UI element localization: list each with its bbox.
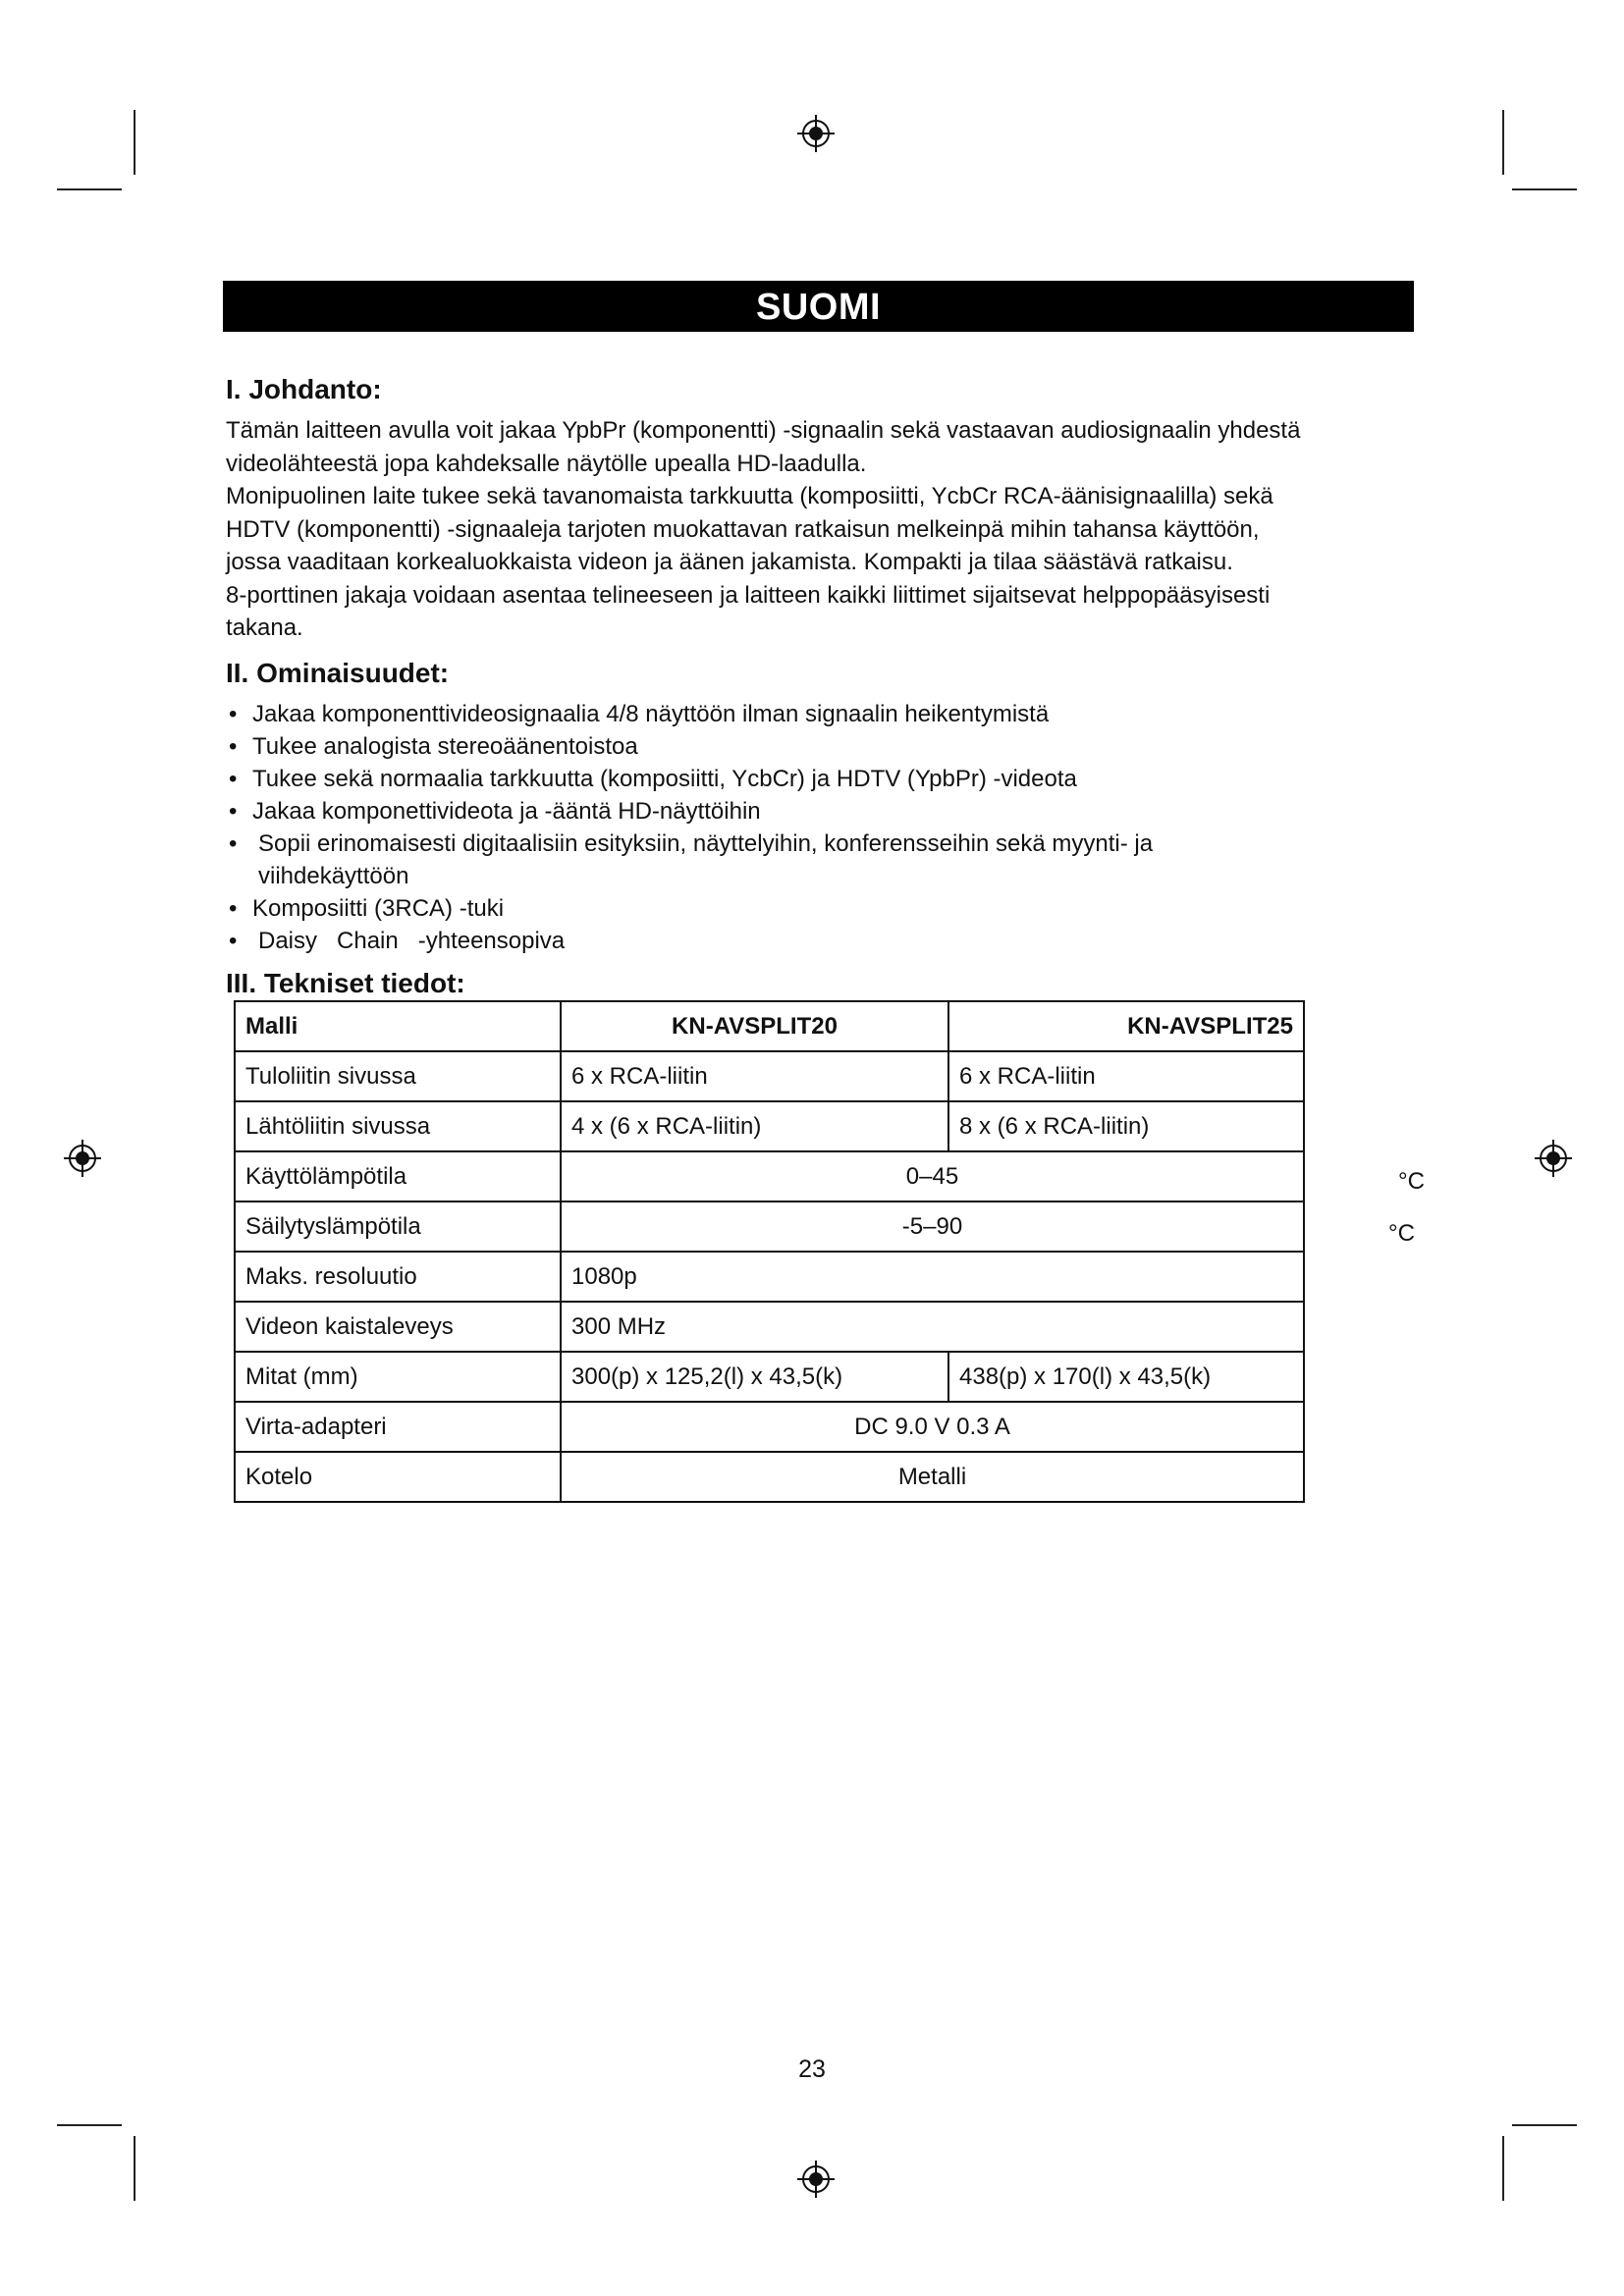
header-model-1: KN-AVSPLIT20 <box>561 1001 948 1051</box>
specs-heading: III. Tekniset tiedot: <box>226 967 465 998</box>
row-label: Maks. resoluutio <box>235 1252 561 1302</box>
row-label: Käyttölämpötila <box>235 1151 561 1201</box>
temperature-unit: °C <box>1398 1168 1425 1195</box>
crop-mark <box>1512 2124 1577 2126</box>
page-content <box>226 373 1424 1008</box>
row-label: Tuloliitin sivussa <box>235 1051 561 1101</box>
crop-mark <box>134 2136 135 2201</box>
crop-mark <box>1512 188 1577 190</box>
row-value: 300 MHz <box>561 1302 1304 1352</box>
crop-mark <box>134 110 135 175</box>
intro-line: Monipuolinen laite tukee sekä tavanomaista tarkkuutta (komposiitti, YcbCr RCA-äänisignaalilla) sekä <box>226 483 1273 509</box>
crop-mark <box>57 188 122 190</box>
intro-line: 8-porttinen jakaja voidaan asentaa telineeseen ja laitteen kaikki liittimet sijaitsevat helppopääsyisesti <box>226 581 1271 609</box>
features-list <box>226 698 1424 957</box>
crop-mark <box>1502 110 1504 175</box>
spec-table <box>234 1000 1305 1503</box>
row-label: Lähtöliitin sivussa <box>235 1101 561 1151</box>
table-row <box>235 1151 1304 1201</box>
row-value-1: 300(p) x 125,2(l) x 43,5(k) <box>561 1352 948 1402</box>
row-value: -5–90 <box>561 1201 1304 1252</box>
page-number: 23 <box>798 2056 826 2083</box>
language-banner: SUOMI <box>223 281 1414 332</box>
list-item: • Jakaa komponenttivideosignaalia 4/8 näyttöön ilman signaalin heikentymistä <box>226 698 1424 730</box>
row-label: Säilytyslämpötila <box>235 1201 561 1252</box>
header-model-2: KN-AVSPLIT25 <box>948 1001 1304 1051</box>
crop-mark <box>1502 2136 1504 2201</box>
table-row <box>235 1302 1304 1352</box>
header-label: Malli <box>235 1001 561 1051</box>
registration-mark-icon <box>63 1139 102 1178</box>
row-value-2: 438(p) x 170(l) x 43,5(k) <box>948 1352 1304 1402</box>
intro-line: takana. <box>226 614 303 641</box>
table-header-row <box>235 1001 1304 1051</box>
row-value: DC 9.0 V 0.3 A <box>561 1402 1304 1452</box>
table-row <box>235 1101 1304 1151</box>
row-value-1: 4 x (6 x RCA-liitin) <box>561 1101 948 1151</box>
row-label: Mitat (mm) <box>235 1352 561 1402</box>
row-value: 0–45 <box>561 1151 1304 1201</box>
row-value-1: 6 x RCA-liitin <box>561 1051 948 1101</box>
list-item: • Tukee analogista stereoäänentoistoa <box>226 730 1424 763</box>
row-value: 1080p <box>561 1252 1304 1302</box>
table-row <box>235 1402 1304 1452</box>
intro-line: jossa vaaditaan korkealuokkaista videon ja äänen jakamista. Kompakti ja tilaa säästävä ratkaisu. <box>226 549 1233 575</box>
list-item: • Daisy Chain -yhteensopiva <box>226 925 1424 957</box>
row-value-2: 8 x (6 x RCA-liitin) <box>948 1101 1304 1151</box>
row-value-2: 6 x RCA-liitin <box>948 1051 1304 1101</box>
row-label: Kotelo <box>235 1452 561 1502</box>
intro-heading: I. Johdanto: <box>226 374 382 404</box>
table-row <box>235 1051 1304 1101</box>
table-row <box>235 1201 1304 1252</box>
row-value: Metalli <box>561 1452 1304 1502</box>
temperature-unit: °C <box>1388 1220 1415 1247</box>
intro-line: videolähteestä jopa kahdeksalle näytölle upealla HD-laadulla. <box>226 450 867 477</box>
row-label: Virta-adapteri <box>235 1402 561 1452</box>
registration-mark-icon <box>1534 1139 1573 1178</box>
table-row <box>235 1452 1304 1502</box>
list-item: • Jakaa komponettivideota ja -ääntä HD-näyttöihin <box>226 795 1424 828</box>
intro-paragraph <box>226 414 1424 645</box>
intro-line: HDTV (komponentti) -signaaleja tarjoten muokattavan ratkaisun melkeinpä mihin tahansa käyttöön, <box>226 515 1260 543</box>
registration-mark-icon <box>796 2160 836 2199</box>
table-row <box>235 1252 1304 1302</box>
table-row <box>235 1352 1304 1402</box>
intro-line: Tämän laitteen avulla voit jakaa YpbPr (komponentti) -signaalin sekä vastaavan audiosignaalin yhdestä <box>226 417 1301 444</box>
crop-mark <box>57 2124 122 2126</box>
list-item: • Sopii erinomaisesti digitaalisiin esityksiin, näyttelyihin, konferensseihin sekä myynti- ja viihdekäyttöön <box>226 828 1299 892</box>
list-item: • Tukee sekä normaalia tarkkuutta (komposiitti, YcbCr) ja HDTV (YpbPr) -videota <box>226 763 1424 795</box>
features-heading: II. Ominaisuudet: <box>226 657 450 688</box>
registration-mark-icon <box>796 114 836 153</box>
list-item: • Komposiitti (3RCA) -tuki <box>226 892 1424 925</box>
row-label: Videon kaistaleveys <box>235 1302 561 1352</box>
